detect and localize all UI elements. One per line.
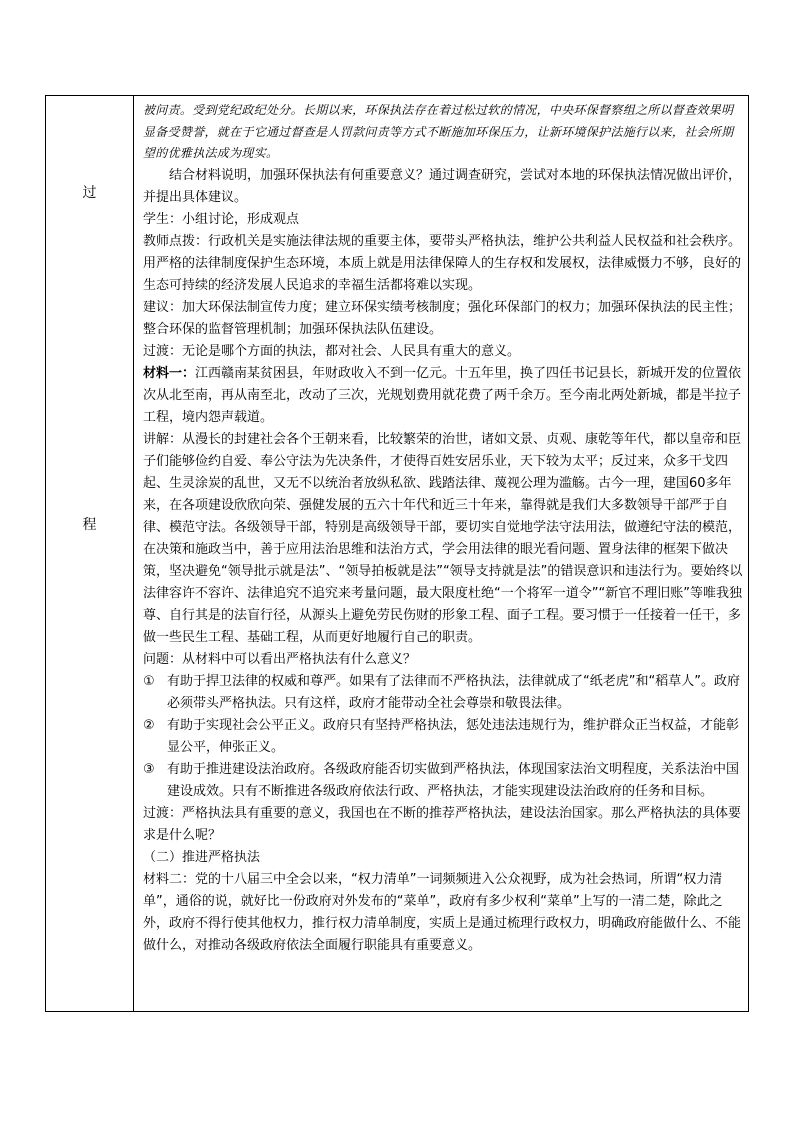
item-text: 有助于推进建设法治政府。各级政府能否切实做到严格执法，体现国家法治文明程度，关系法治中国建设成效。只有不断推进各级政府依法行政、严格执法，才能实现建设法治政府的任务和目标。 (167, 761, 740, 799)
lesson-table (45, 95, 749, 1012)
stage-char-top: 过 (82, 185, 97, 201)
question-1: 结合材料说明，加强环保执法有何重要意义？通过调查研究，尝试对本地的环保执法情况做出评价，并提出具体建议。 (143, 167, 742, 205)
content-cell (143, 100, 743, 957)
student-line: 学生：小组讨论，形成观点 (143, 211, 300, 227)
transition-2: 过渡：严格执法具有重要的意义，我国也在不断的推荐严格执法，建设法治国家。那么严格执法的具体要求是什么呢？ (143, 805, 742, 843)
material-1-paragraph (143, 363, 743, 429)
question-2: 问题：从材料中可以看出严格执法有什么意义？ (143, 651, 417, 667)
lecture-paragraph: 讲解：从漫长的封建社会各个王朝来看，比较繁荣的治世，诸如文景、贞观、康乾等年代，都以皇帝和臣子们能够俭约自爱、奉公守法为先决条件，才使得百姓安居乐业，天下较为太平；反过来，众多干戈四起、生灵涂炭的乱世，又无不以统治者放纵私欲、践踏法律、蔑视公理为滥觞。古今一理，建国60多年来，在各项建设欣欣向荣、强健发展的五六十年代和近三十年来，靠得就是我们大多数领导干部严于自律、模范守法。各级领导干部，特别是高级领导干部，要切实自觉地学法守法用法，做遵纪守法的模范，在决策和施政当中，善于应用法治思维和法治方式，学会用法律的眼光看问题、置身法律的框架下做决策，坚决避免“领导批示就是法”、“领导拍板就是法”“领导支持就是法”的错误意识和违法行为。要始终以法律容许不容许、法律追究不追究来考量问题，最大限度杜绝“一个将军一道令”“新官不理旧账”等唯我独尊、自行其是的法盲行径，从源头上避免劳民伤财的形象工程、面子工程。要习惯于一任接着一任干，多做一些民生工程、基础工程，从而更好地履行自己的职责。 (143, 431, 743, 645)
column-divider (133, 96, 134, 1011)
list-item (143, 715, 743, 759)
material-1-label: 材料一： (143, 365, 196, 381)
list-item (143, 671, 743, 715)
item-number: ① (143, 673, 155, 689)
transition-1: 过渡：无论是哪个方面的执法，都对社会、人民具有重大的意义。 (143, 343, 521, 359)
item-number: ② (143, 717, 155, 733)
item-text: 有助于实现社会公平正义。政府只有坚持严格执法，惩处违法违规行为，维护群众正当权益，才能彰显公平，伸张正义。 (167, 717, 740, 755)
material-2-paragraph: 材料二：党的十八届三中全会以来，“权力清单”一词频频进入公众视野，成为社会热词，所谓“权力清单”，通俗的说，就好比一份政府对外发布的“菜单”，政府有多少权利“菜单”上写的一清二楚，除此之外，政府不得行使其他权力，推行权力清单制度，实质上是通过梳理行政权力，明确政府能做什么、不能做什么，对推动各级政府依法全面履行职能具有重要意义。 (143, 871, 742, 953)
section-heading: （二）推进严格执法 (143, 849, 261, 865)
item-text: 有助于捍卫法律的权威和尊严。如果有了法律而不严格执法，法律就成了“纸老虎”和“稻草人”。政府必须带头严格执法。只有这样，政府才能带动全社会尊崇和敬畏法律。 (167, 673, 740, 711)
intro-italic-paragraph: 被问责。受到党纪政纪处分。长期以来，环保执法存在着过松过软的情况，中央环保督察组之所以督查效果明显备受赞誉，就在于它通过督查是人罚款问责等方式不断施加环保压力，让新环境保护法施行以来，社会所期望的优雅执法成为现实。 (143, 103, 734, 160)
stage-char-bottom: 程 (82, 517, 97, 533)
teacher-guidance: 教师点拨：行政机关是实施法律法规的重要主体，要带头严格执法，维护公共利益人民权益和社会秩序。用严格的法律制度保护生态环境，本质上就是用法律保障人的生存权和发展权，法律威慑力不够，良好的生态可持续的经济发展人民追求的幸福生活都将难以实现。 (143, 233, 742, 293)
stage-column (46, 96, 133, 1011)
material-1-text: 江西赣南某贫困县，年财政收入不到一亿元。十五年里，换了四任书记县长，新城开发的位置依次从北至南，再从南至北，改动了三次，光规划费用就花费了两千余万。至今南北两处新城，都是半拉子工程，境内怨声载道。 (143, 365, 742, 425)
list-item (143, 759, 743, 803)
item-number: ③ (143, 761, 155, 777)
suggestion-paragraph: 建议：加大环保法制宣传力度；建立环保实绩考核制度；强化环保部门的权力；加强环保执法的民主性；整合环保的监督管理机制；加强环保执法队伍建设。 (143, 299, 742, 337)
